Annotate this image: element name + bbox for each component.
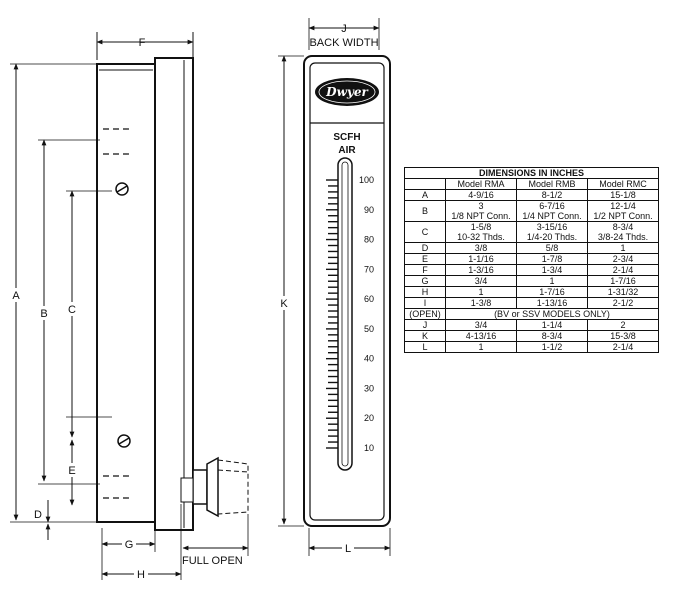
table-row-key: D <box>405 243 446 254</box>
table-cell: 1-7/8 <box>517 254 588 265</box>
table-cell: 1-7/16 <box>588 276 659 287</box>
table-cell: 1 <box>588 243 659 254</box>
body-side <box>97 64 155 522</box>
table-row-key: (OPEN) <box>405 309 446 320</box>
table-cell: 1-5/8 10-32 Thds. <box>446 222 517 243</box>
label-a: A <box>12 290 20 302</box>
table-cell: 2-1/4 <box>588 265 659 276</box>
table-cell: 1 <box>446 287 517 298</box>
table-header-model: Model RMA <box>446 179 517 190</box>
table-header-model: Model RMB <box>517 179 588 190</box>
table-cell: 2-3/4 <box>588 254 659 265</box>
table-cell: 15-3/8 <box>588 331 659 342</box>
table-row <box>405 243 659 254</box>
label-f: F <box>138 37 146 49</box>
table-row-key: C <box>405 222 446 243</box>
table-cell: 3/4 <box>446 276 517 287</box>
table-cell: 6-7/16 1/4 NPT Conn. <box>517 201 588 222</box>
table-row <box>405 298 659 309</box>
table-cell: 8-3/4 <box>517 331 588 342</box>
table-row <box>405 265 659 276</box>
table-cell: 1-1/4 <box>517 320 588 331</box>
table-cell: 4-13/16 <box>446 331 517 342</box>
table-cell: 3/8 <box>446 243 517 254</box>
screw-bottom-icon <box>118 435 130 447</box>
table-row <box>405 190 659 201</box>
scale-value-label: 20 <box>363 413 374 424</box>
table-header-row <box>405 179 659 190</box>
table-row-key: L <box>405 342 446 353</box>
table-cell: 12-1/4 1/2 NPT Conn. <box>588 201 659 222</box>
table-title: DIMENSIONS IN INCHES <box>405 168 659 179</box>
table-header-model: Model RMC <box>588 179 659 190</box>
scale-value-label: 10 <box>363 443 374 453</box>
table-row <box>405 287 659 298</box>
table-row-key: J <box>405 320 446 331</box>
table-row <box>405 320 659 331</box>
scale-subtitle: AIR <box>338 145 356 156</box>
table-cell: 1-13/16 <box>517 298 588 309</box>
table-cell: 1-3/4 <box>517 265 588 276</box>
table-cell: 1 <box>517 276 588 287</box>
table-row-key: A <box>405 190 446 201</box>
table-row-key: F <box>405 265 446 276</box>
table-row <box>405 222 659 243</box>
label-g: G <box>124 539 134 551</box>
table-cell: 3/4 <box>446 320 517 331</box>
table-row <box>405 309 659 320</box>
label-h: H <box>137 569 145 581</box>
table-row-key: B <box>405 201 446 222</box>
label-l: L <box>344 543 352 555</box>
table-cell: 2-1/4 <box>588 342 659 353</box>
table-cell: 1-1/2 <box>517 342 588 353</box>
table-cell: 4-9/16 <box>446 190 517 201</box>
table-cell: 1-3/16 <box>446 265 517 276</box>
logo-wordmark: Dwyer <box>326 85 368 99</box>
label-j: J <box>341 23 347 35</box>
table-cell: 8-3/4 3/8-24 Thds. <box>588 222 659 243</box>
table-cell: 1-3/8 <box>446 298 517 309</box>
table-note-cell: (BV or SSV MODELS ONLY) <box>446 309 659 320</box>
screw-top-icon <box>116 183 128 195</box>
label-c: C <box>68 304 76 316</box>
scale-value-label: 40 <box>363 353 374 364</box>
table-cell: 1-31/32 <box>588 287 659 298</box>
scale-value-label: 60 <box>363 294 374 305</box>
scale-value-label: 80 <box>363 234 374 245</box>
table-cell: 1-1/16 <box>446 254 517 265</box>
label-full-open: FULL OPEN <box>182 555 243 567</box>
flow-tube-bore <box>342 162 348 466</box>
scale-value-label: 30 <box>363 383 374 394</box>
table-cell: 8-1/2 <box>517 190 588 201</box>
label-d: D <box>34 509 42 521</box>
table-row-key: G <box>405 276 446 287</box>
face-plate-side <box>155 58 193 530</box>
table-row-key: H <box>405 287 446 298</box>
scale-value-label: 100 <box>358 175 374 185</box>
scale-title: SCFH <box>333 132 361 143</box>
dwyer-logo <box>315 78 379 106</box>
dimensions-table-wrap <box>404 167 659 353</box>
table-cell: 15-1/8 <box>588 190 659 201</box>
scale-value-label: 70 <box>363 264 374 275</box>
table-cell: 1-7/16 <box>517 287 588 298</box>
table-row-key: E <box>405 254 446 265</box>
table-row <box>405 342 659 353</box>
table-cell: 1 <box>446 342 517 353</box>
dimensions-table <box>404 167 659 353</box>
label-k: K <box>280 298 288 310</box>
scale-value-label: 50 <box>363 323 374 334</box>
label-b: B <box>40 308 48 320</box>
scale-value-label: 90 <box>363 204 374 215</box>
table-row <box>405 254 659 265</box>
table-cell: 2 <box>588 320 659 331</box>
table-cell: 3 1/8 NPT Conn. <box>446 201 517 222</box>
table-cell: 5/8 <box>517 243 588 254</box>
table-cell: 2-1/2 <box>588 298 659 309</box>
label-e: E <box>68 465 76 477</box>
label-back-width: BACK WIDTH <box>309 37 379 49</box>
table-cell: 3-15/16 1/4-20 Thds. <box>517 222 588 243</box>
table-row-key: K <box>405 331 446 342</box>
table-row <box>405 201 659 222</box>
table-header-key <box>405 179 446 190</box>
table-row <box>405 276 659 287</box>
table-row <box>405 331 659 342</box>
table-body <box>405 190 659 353</box>
table-row-key: I <box>405 298 446 309</box>
